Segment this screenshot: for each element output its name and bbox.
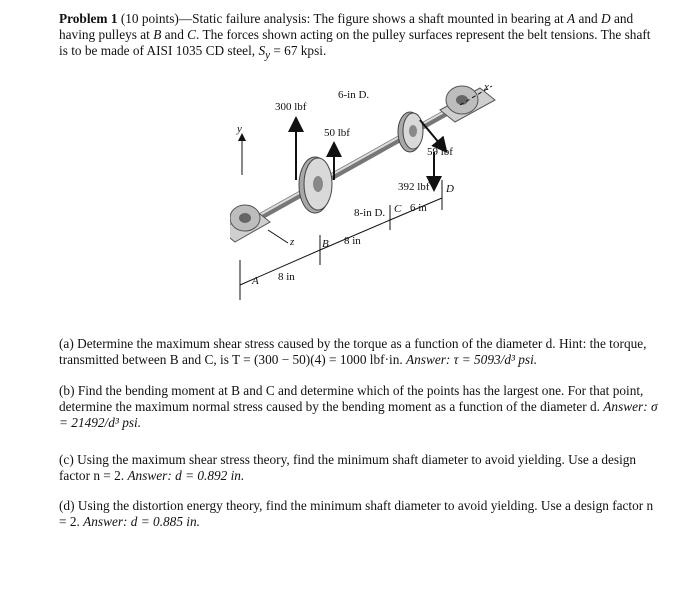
part-c-text: Using the maximum shear stress theory, find the minimum shaft diameter to avoid yielding. Use a design factor n = 2. — [59, 452, 637, 483]
pulley-c — [398, 112, 423, 152]
problem-text-2: and having pulleys at — [59, 11, 634, 42]
label-point-d: D — [446, 183, 454, 195]
label-8in-bc: 8 in — [344, 235, 361, 247]
part-a-label: (a) — [59, 336, 74, 351]
sy-subscript: y — [265, 49, 271, 62]
part-d-answer: d = 0.885 in. — [130, 514, 200, 529]
label-50-lbf: 50 lbf — [324, 127, 350, 139]
label-axis-y: y — [237, 123, 242, 135]
part-c-answer-label: Answer: — [127, 468, 172, 483]
part-d-label: (d) — [59, 498, 75, 513]
problem-text-4: The shaft is to be made of AISI 1035 CD steel, — [59, 27, 651, 58]
word-and: and — [578, 11, 598, 26]
part-c — [59, 452, 659, 484]
label-point-c: C — [394, 203, 402, 215]
point-d: D — [601, 11, 611, 26]
part-b-text: Find the bending moment at B and C and determine which of the points has the largest one. For that point, determine the maximum normal stress caused by the bending moment as a function of the diameter d. — [59, 383, 644, 414]
label-axis-x: x — [484, 81, 489, 93]
part-a — [59, 336, 659, 368]
label-300-lbf: 300 lbf — [275, 101, 307, 113]
label-392-lbf: 392 lbf — [398, 181, 430, 193]
part-a-answer-label: Answer: — [406, 352, 451, 367]
part-d-text: Using the distortion energy theory, find the minimum shaft diameter to avoid yielding. Use a design factor n = 2. — [59, 498, 654, 529]
shaft — [240, 105, 460, 228]
label-point-a: A — [252, 275, 259, 287]
z-axis — [268, 230, 288, 243]
label-6in: 6 in — [410, 202, 427, 214]
bearing-a — [230, 205, 270, 242]
word-and-2: and — [164, 27, 184, 42]
part-b-answer-label: Answer: — [603, 399, 648, 414]
label-point-b: B — [322, 238, 329, 250]
problem-text-3: . The forces shown acting on the pulley surfaces represent the belt tensions. — [196, 27, 598, 42]
label-8in-d: 8-in D. — [354, 207, 386, 219]
part-a-text: Determine the maximum shear stress caused by the torque as a function of the diameter d. Hint: the torque, transmitted between B and C, is T = (300 − 50)(4) = 1000 lbf·in. — [59, 336, 647, 367]
label-axis-z: z — [290, 236, 295, 248]
problem-statement — [59, 11, 659, 64]
point-b: B — [153, 27, 162, 42]
problem-text-1: —Static failure analysis: The figure shows a shaft mounted in bearing at — [178, 11, 564, 26]
problem-heading: Problem 1 — [59, 11, 118, 26]
problem-points: (10 points) — [120, 11, 179, 26]
label-6in-d: 6-in D. — [338, 89, 370, 101]
part-b-answer: σ = 21492/d³ psi. — [59, 399, 658, 430]
shaft-figure — [230, 80, 505, 310]
part-d-answer-label: Answer: — [83, 514, 128, 529]
part-b — [59, 383, 659, 431]
pulley-b — [299, 157, 332, 213]
part-a-answer: τ = 5093/d³ psi. — [453, 352, 538, 367]
label-8in-ab: 8 in — [278, 271, 295, 283]
part-c-answer: d = 0.892 in. — [175, 468, 245, 483]
point-c: C — [187, 27, 197, 42]
part-b-label: (b) — [59, 383, 75, 398]
shaft-highlight — [240, 103, 460, 226]
point-a: A — [567, 11, 576, 26]
part-c-label: (c) — [59, 452, 74, 467]
part-d — [59, 498, 659, 530]
sy-value: = 67 kpsi. — [273, 43, 327, 58]
label-59-lbf: 59 lbf — [427, 146, 453, 158]
sy-symbol: S — [258, 43, 266, 58]
